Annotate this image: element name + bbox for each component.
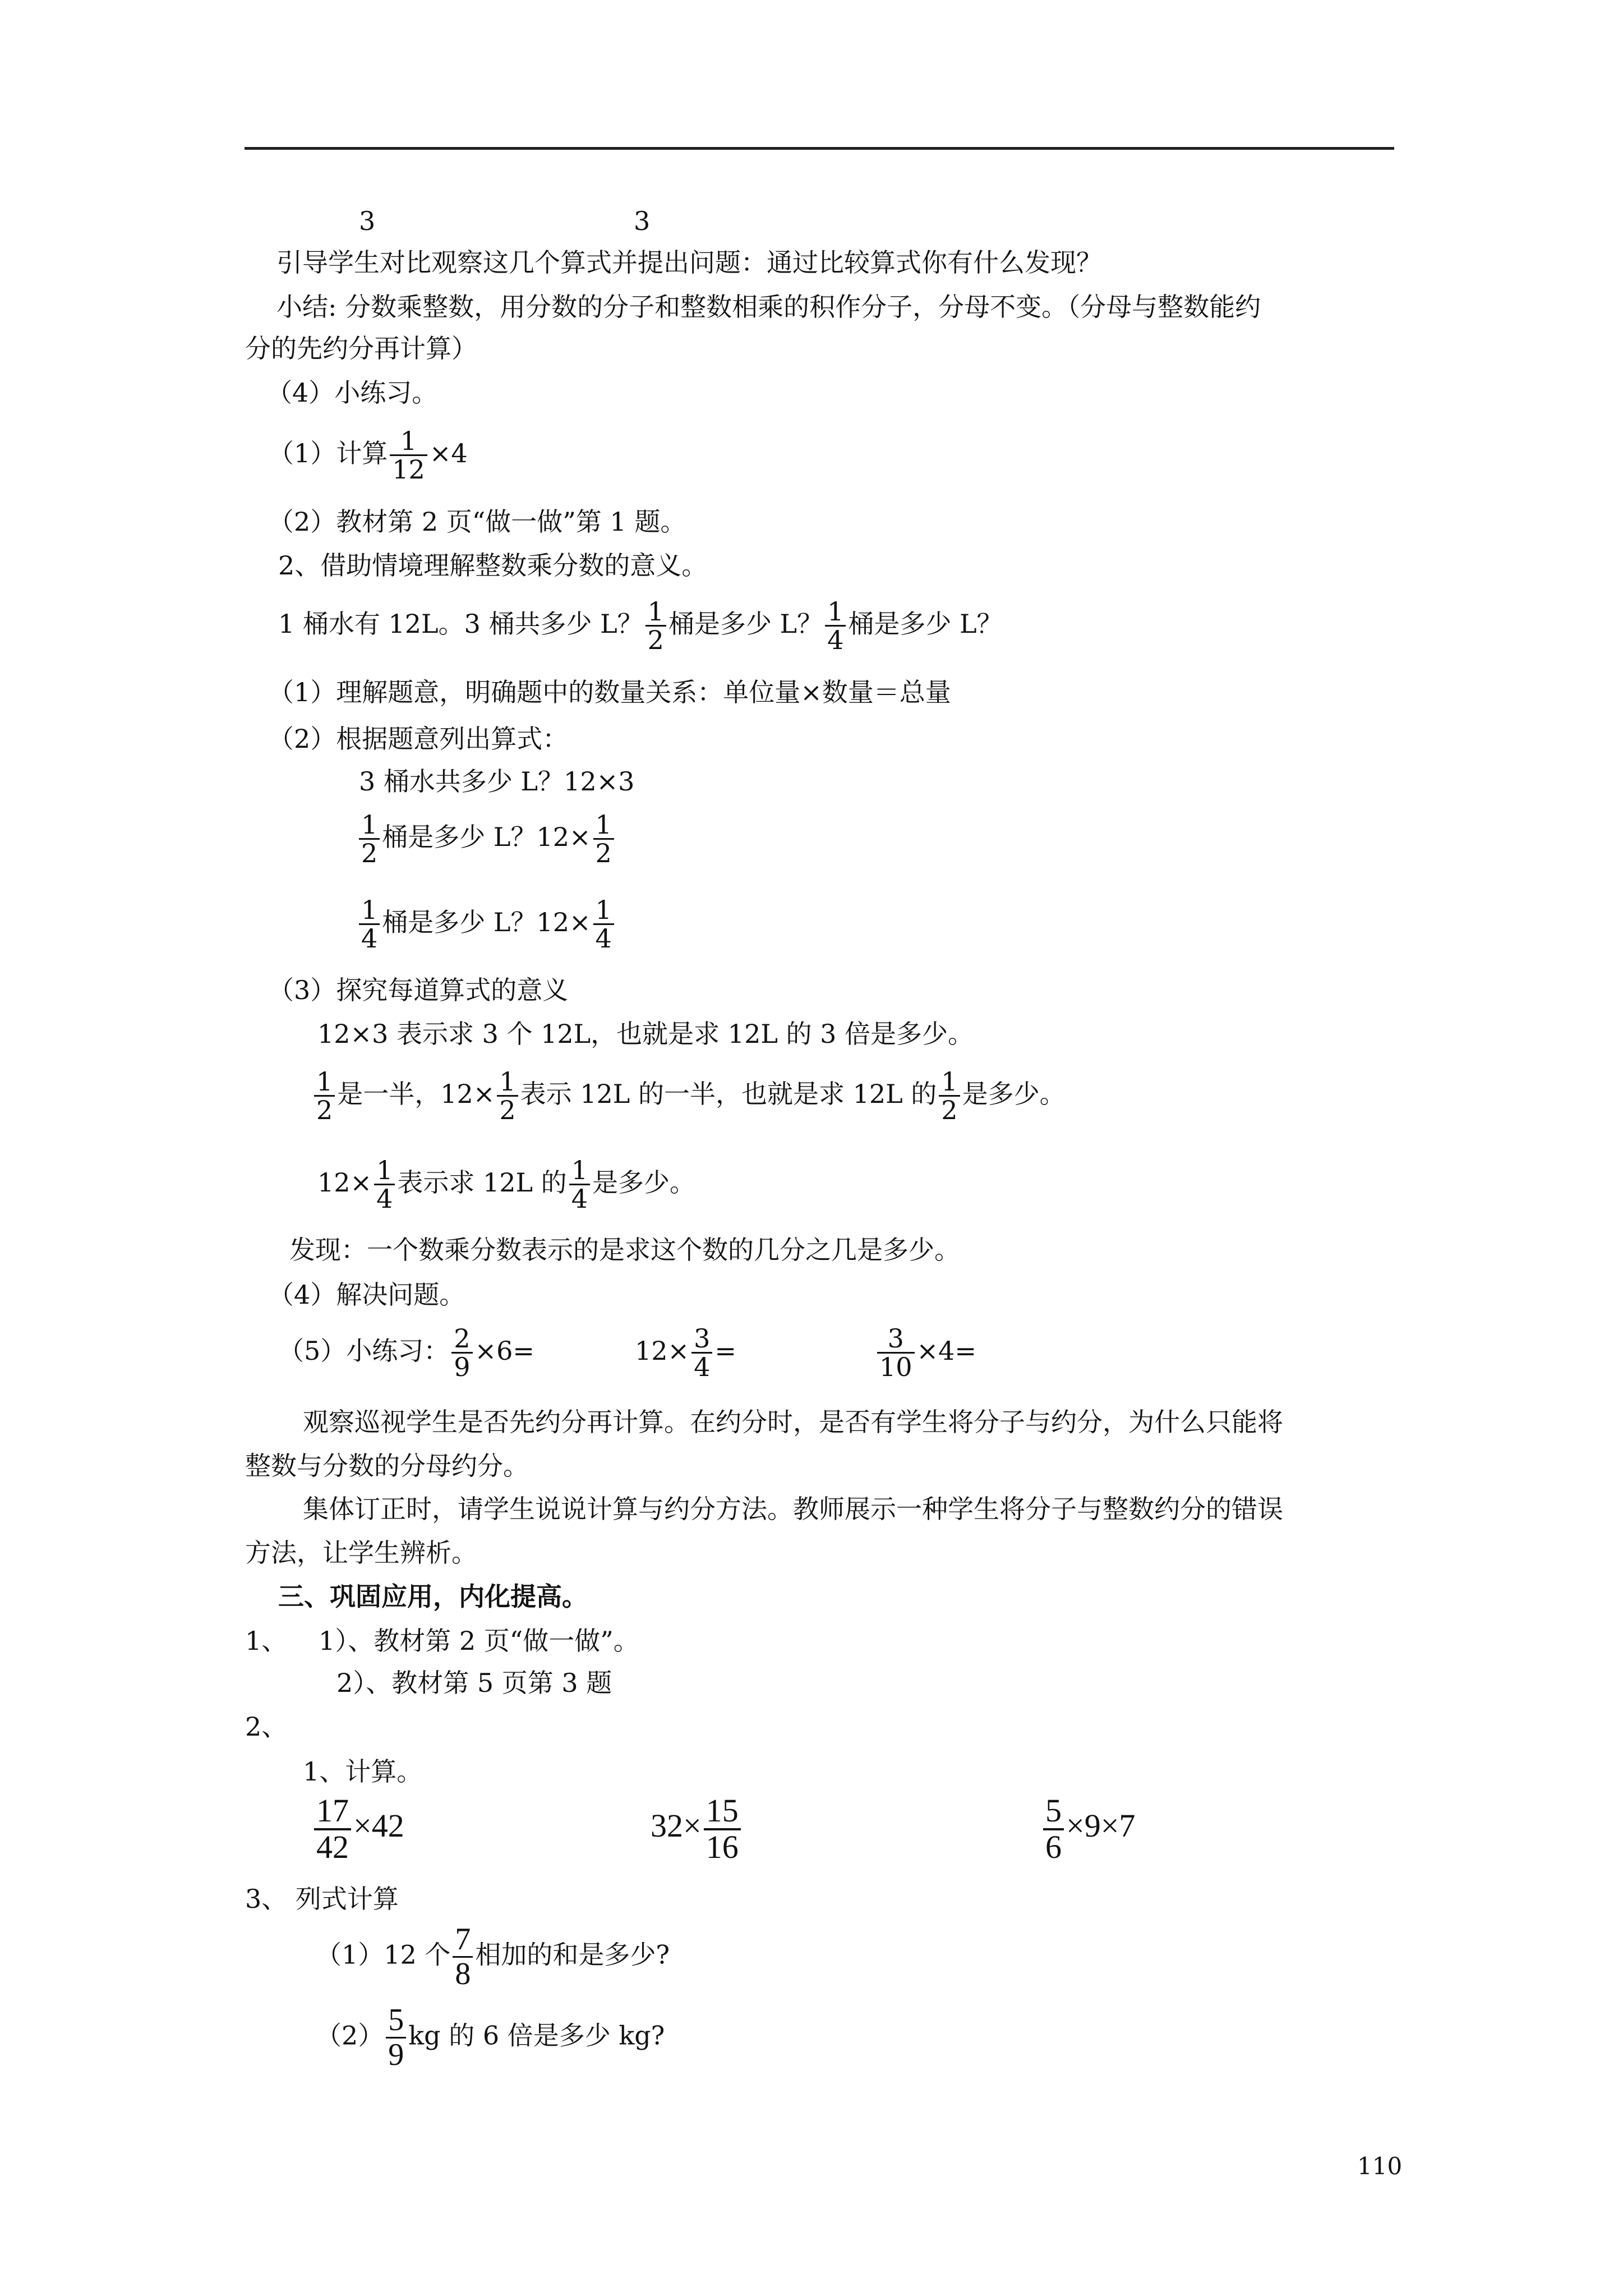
paragraph: 方法，让学生辨析。 xyxy=(245,1538,477,1568)
equation: $\frac{1}{4}$ 桶是多少 L？12× $\frac{1}{4}$ xyxy=(357,896,616,953)
fraction: $\frac{1}{4}$ xyxy=(374,1157,395,1213)
meaning-line: 12× $\frac{1}{4}$ 表示求 12L 的 $\frac{1}{4}$ 是多少。 xyxy=(317,1155,695,1214)
question-line: （2） $\frac{5}{9}$ kg 的 6 倍是多少 kg? xyxy=(316,2003,665,2072)
section-heading: 三、巩固应用，内化提高。 xyxy=(278,1581,588,1612)
paragraph: 分的先约分再计算） xyxy=(245,333,477,364)
fraction: $\frac{1}{2}$ xyxy=(939,1068,960,1124)
exercise-line: （1）计算 $\frac{1}{12}$ ×4 xyxy=(268,426,468,485)
page-number: 110 xyxy=(1357,2152,1403,2180)
fraction: $\frac{15}{16}$ xyxy=(704,1794,741,1865)
question-line: （1）12 个 $\frac{7}{8}$ 相加的和是多少? xyxy=(316,1922,670,1991)
list-item: 2）、教材第 5 页第 3 题 xyxy=(336,1668,612,1698)
list-item: 1）、教材第 2 页“做一做”。 xyxy=(319,1626,639,1656)
paragraph: （4）解决问题。 xyxy=(268,1280,465,1310)
calc-expression: 32× $\frac{15}{16}$ xyxy=(651,1794,743,1865)
fraction: $\frac{1}{4}$ xyxy=(593,896,614,953)
fraction: $\frac{1}{2}$ xyxy=(359,811,380,867)
fraction: $\frac{7}{8}$ xyxy=(453,1923,473,1991)
fraction: $\frac{2}{9}$ xyxy=(451,1325,472,1381)
paragraph: （2）教材第 2 页“做一做”第 1 题。 xyxy=(268,507,686,537)
paragraph: 引导学生对比观察这几个算式并提出问题：通过比较算式你有什么发现？ xyxy=(276,247,1102,278)
paragraph: 观察巡视学生是否先约分再计算。在约分时，是否有学生将分子与约分，为什么只能将 xyxy=(303,1407,1283,1437)
list-number: 1、 xyxy=(245,1626,288,1656)
stray-digit: 3 xyxy=(634,206,651,236)
fraction: $\frac{1}{2}$ xyxy=(593,811,614,867)
fraction: $\frac{3}{10}$ xyxy=(877,1325,915,1381)
fraction: $\frac{1}{2}$ xyxy=(645,598,666,654)
fraction: $\frac{17}{42}$ xyxy=(314,1794,351,1865)
paragraph: 整数与分数的分母约分。 xyxy=(245,1451,529,1481)
fraction: $\frac{5}{9}$ xyxy=(386,2004,406,2072)
fraction: $\frac{1}{2}$ xyxy=(314,1068,335,1124)
fraction: $\frac{1}{4}$ xyxy=(825,598,846,654)
paragraph: 集体订正时，请学生说说计算与约分方法。教师展示一种学生将分子与整数约分的错误 xyxy=(303,1494,1283,1524)
calc-expression: $\frac{5}{6}$ ×9×7 xyxy=(1041,1794,1135,1865)
paragraph: （2）根据题意列出算式： xyxy=(268,724,569,754)
fraction: $\frac{1}{2}$ xyxy=(497,1068,518,1124)
fraction: $\frac{5}{6}$ xyxy=(1043,1794,1064,1865)
problem-statement: 1 桶水有 12L。3 桶共多少 L？ $\frac{1}{2}$ 桶是多少 L？ $\frac{1}{4}$ 桶是多少 L？ xyxy=(278,596,1003,656)
equation: 3 桶水共多少 L？12×3 xyxy=(359,766,635,797)
list-item: 3、 列式计算 xyxy=(245,1884,399,1914)
fraction: $\frac{1}{4}$ xyxy=(569,1157,590,1213)
header-rule xyxy=(245,147,1394,150)
paragraph: （3）探究每道算式的意义 xyxy=(268,975,569,1005)
meaning-line: $\frac{1}{2}$ 是一半，12× $\frac{1}{2}$ 表示 12L 的一半，也就是求 12L 的 $\frac{1}{2}$ 是多少。 xyxy=(312,1068,1066,1124)
exercise-expression: 12× $\frac{3}{4}$ = xyxy=(635,1323,736,1383)
paragraph: 发现：一个数乘分数表示的是求这个数的几分之几是多少。 xyxy=(289,1235,960,1265)
fraction: $\frac{1}{4}$ xyxy=(359,896,380,953)
list-item: 1、计算。 xyxy=(303,1756,423,1787)
stray-digit: 3 xyxy=(359,206,376,236)
equation: $\frac{1}{2}$ 桶是多少 L？12× $\frac{1}{2}$ xyxy=(357,811,616,867)
paragraph: 12×3 表示求 3 个 12L，也就是求 12L 的 3 倍是多少。 xyxy=(317,1019,974,1049)
list-number: 2、 xyxy=(245,1711,288,1742)
fraction: $\frac{1}{12}$ xyxy=(390,427,427,484)
paragraph: （1）理解题意，明确题中的数量关系：单位量×数量＝总量 xyxy=(268,677,951,707)
calc-expression: $\frac{17}{42}$ ×42 xyxy=(312,1794,404,1865)
section-heading: （4）小练习。 xyxy=(266,378,438,408)
fraction: $\frac{3}{4}$ xyxy=(691,1325,712,1381)
exercise-expression: $\frac{3}{10}$ ×4= xyxy=(875,1325,976,1381)
exercise-line: （5）小练习： $\frac{2}{9}$ ×6= xyxy=(278,1323,534,1383)
section-heading: 2、借助情境理解整数乘分数的意义。 xyxy=(278,550,708,581)
paragraph: 小结: 分数乘整数，用分数的分子和整数相乘的积作分子，分母不变。（分母与整数能约 xyxy=(276,292,1261,322)
